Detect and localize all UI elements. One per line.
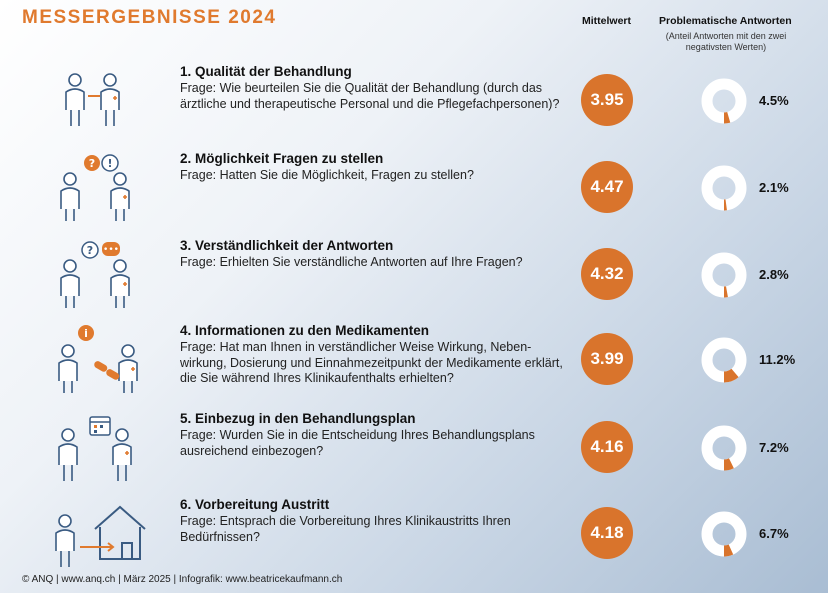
mean-value-circle: 4.16 <box>581 421 633 473</box>
problem-donut <box>699 509 749 559</box>
svg-text:!: ! <box>107 157 113 170</box>
question-text: Frage: Hatten Sie die Möglichkeit, Fragen zu stellen? <box>180 168 474 182</box>
problem-percent: 11.2% <box>759 352 796 367</box>
result-row <box>0 238 828 324</box>
result-row <box>0 64 828 150</box>
question-speech-icon <box>50 238 150 308</box>
problem-donut <box>699 335 749 385</box>
question-text: Frage: Erhielten Sie verständliche Antworten auf Ihre Fragen? <box>180 255 523 269</box>
house-exit-icon <box>50 497 150 567</box>
problem-donut <box>699 423 749 473</box>
info-pills-icon <box>50 323 150 393</box>
column-header-problem: Problematische Antworten <box>659 15 792 27</box>
calendar-icon <box>50 411 150 481</box>
question-text: Frage: Wurden Sie in die Entscheidung Ihres Behandlungsplans ausreichend einbezogen? <box>180 428 535 458</box>
problem-percent: 4.5% <box>759 93 789 108</box>
question-exclamation-icon <box>50 151 150 221</box>
question-title: 1. Qualität der Behandlung <box>180 64 352 79</box>
column-header-mean: Mittelwert <box>582 15 632 27</box>
patient-doctor-icon <box>50 64 150 134</box>
problem-percent: 2.8% <box>759 267 789 282</box>
problem-percent: 7.2% <box>759 440 789 455</box>
svg-text:i: i <box>84 327 88 340</box>
result-row <box>0 497 828 583</box>
result-row <box>0 323 828 409</box>
result-row <box>0 151 828 237</box>
svg-text:?: ? <box>86 244 94 257</box>
column-subheader-problem: (Anteil Antworten mit den zwei negativsten Werten) <box>665 31 787 52</box>
problem-percent: 6.7% <box>759 526 789 541</box>
result-row <box>0 411 828 497</box>
mean-value-circle: 4.32 <box>581 248 633 300</box>
question-title: 5. Einbezug in den Behandlungsplan <box>180 411 416 426</box>
question-title: 6. Vorbereitung Austritt <box>180 497 330 512</box>
problem-percent: 2.1% <box>759 180 789 195</box>
question-text: Frage: Entsprach die Vorbereitung Ihres Klinikaustritts Ihren Bedürfnissen? <box>180 514 511 544</box>
problem-donut <box>699 76 749 126</box>
mean-value-circle: 4.47 <box>581 161 633 213</box>
question-title: 3. Verständlichkeit der Antworten <box>180 238 394 253</box>
question-title: 2. Möglichkeit Fragen zu stellen <box>180 151 384 166</box>
problem-donut <box>699 163 749 213</box>
page-title: MESSERGEBNISSE 2024 <box>22 7 277 28</box>
problem-donut <box>699 250 749 300</box>
question-text: Frage: Hat man Ihnen in verständlicher Weise Wirkung, Nebenwirkung, Dosierung und Einnahmezeitpunkt der Medikamente erklärt, die Sie während Ihres Klinikaufenthalts erhielten? <box>180 340 563 385</box>
mean-value-circle: 3.99 <box>581 333 633 385</box>
svg-text:•••: ••• <box>103 245 119 255</box>
footer-credit: © ANQ | www.anq.ch | März 2025 | Infografik: www.beatricekaufmann.ch <box>22 574 343 585</box>
question-text: Frage: Wie beurteilen Sie die Qualität der Behandlung (durch das ärztliche und therapeutische Personal und die Pflegefachpersonen)? <box>180 81 560 111</box>
mean-value-circle: 4.18 <box>581 507 633 559</box>
question-title: 4. Informationen zu den Medikamenten <box>180 323 430 338</box>
svg-text:?: ? <box>88 157 96 170</box>
mean-value-circle: 3.95 <box>581 74 633 126</box>
